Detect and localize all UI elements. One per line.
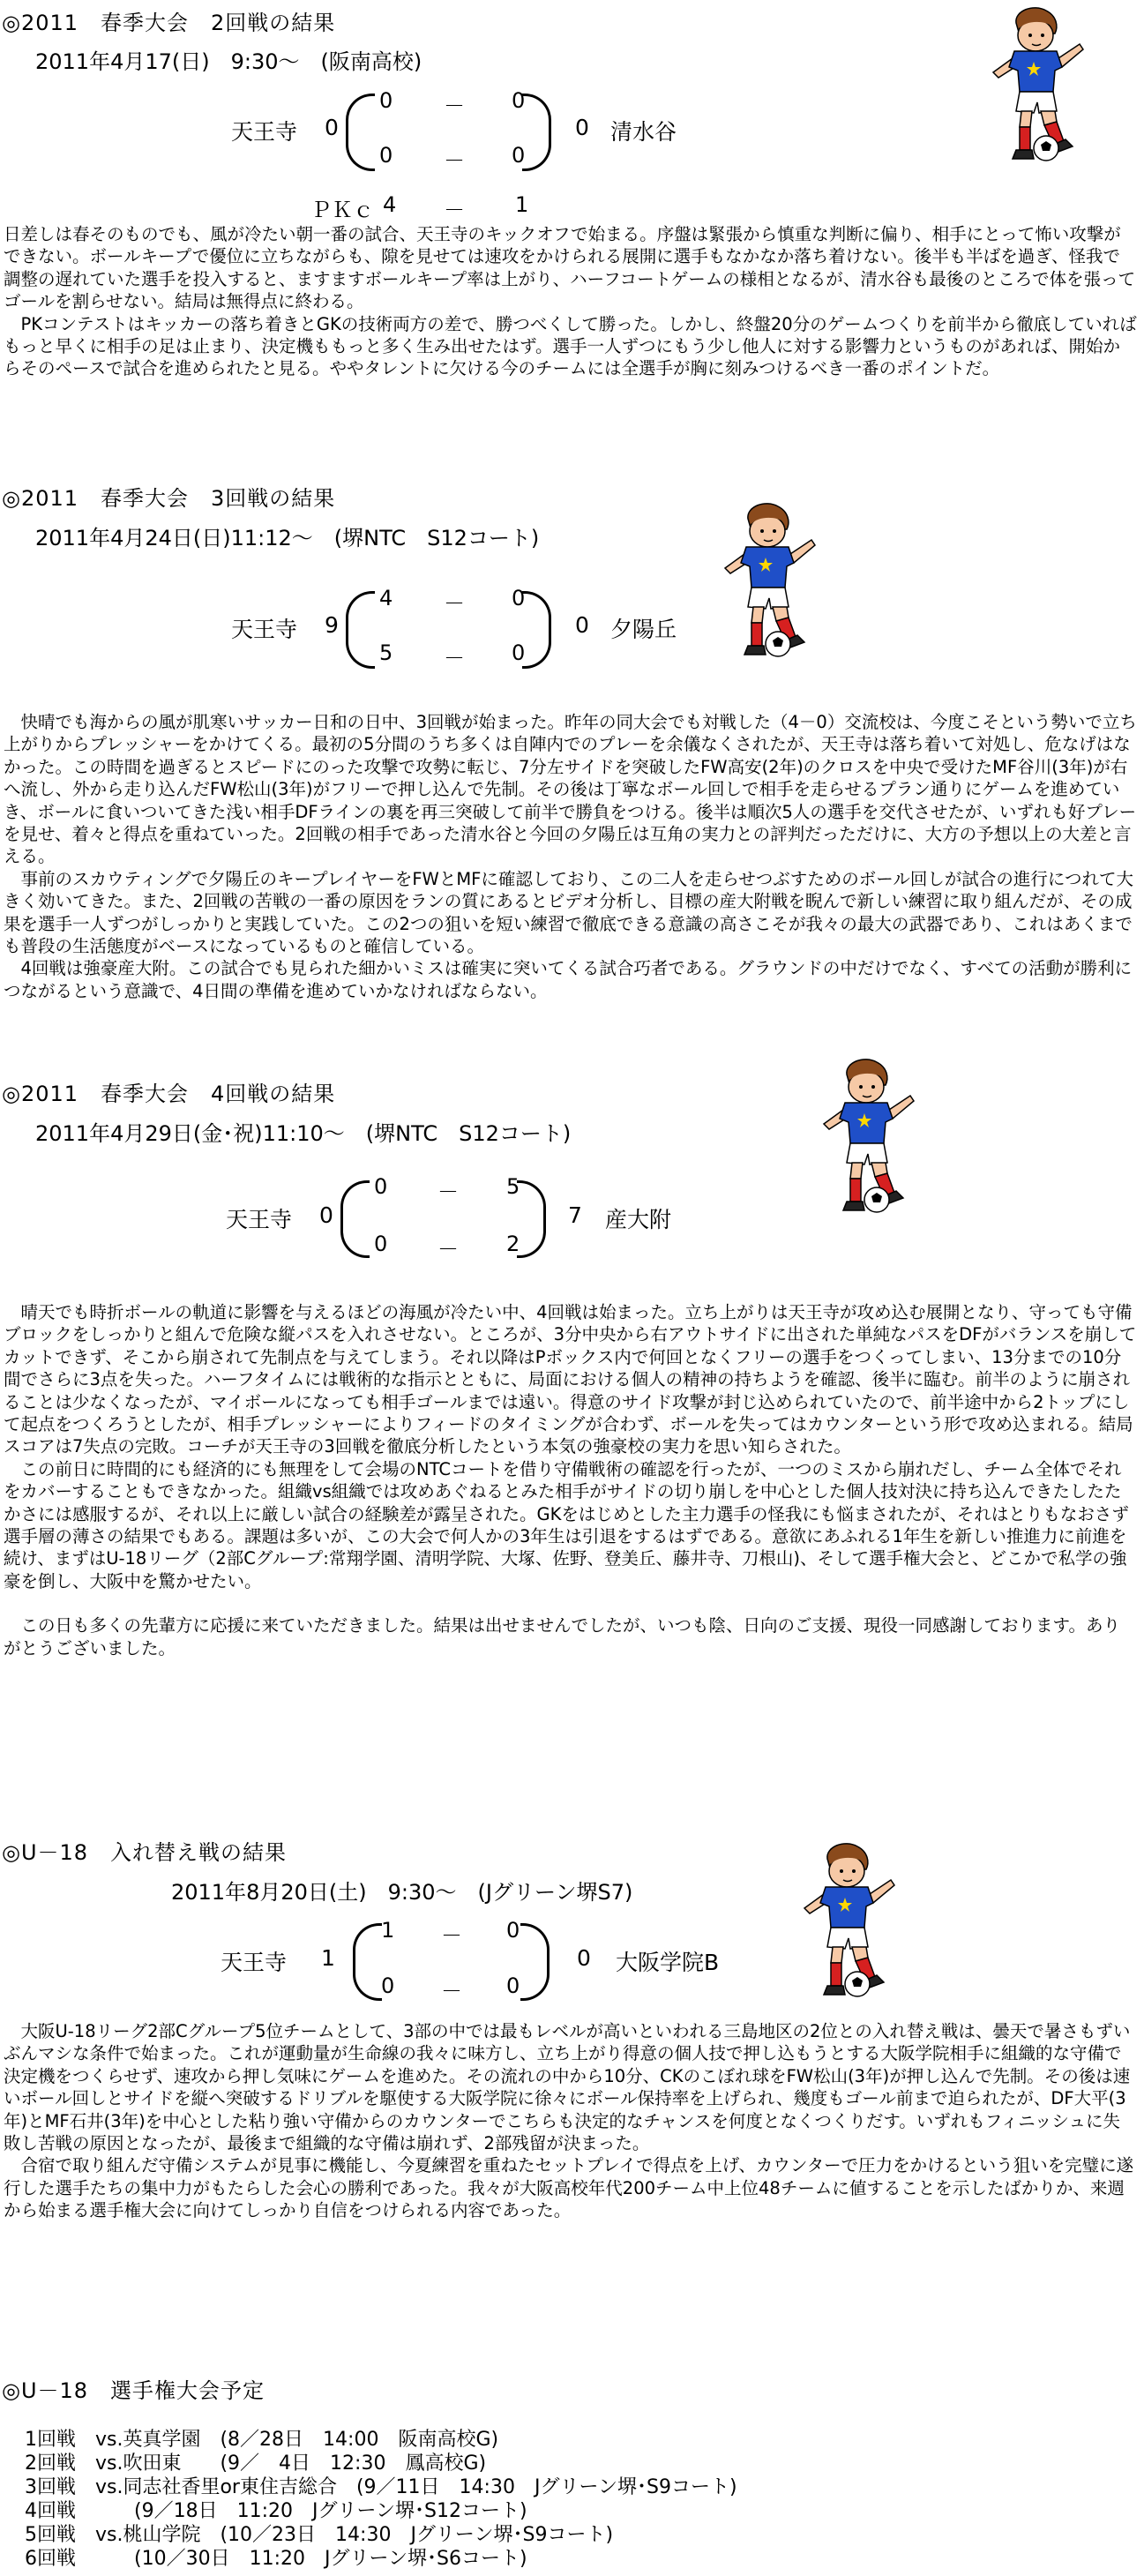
match-report (4, 1301, 1137, 1659)
home-score: 0 (319, 1202, 333, 1228)
schedule-item: 6回戦 (10／30日 11:20 Jグリーン堺･S6コート) (25, 2548, 527, 2570)
first-half-sep: － (444, 591, 465, 616)
first-half-sep: － (437, 1179, 459, 1204)
match-report (4, 711, 1137, 1002)
first-half-away: 5 (506, 1174, 520, 1199)
second-half-away: 2 (506, 1232, 520, 1256)
report-paragraph: 4回戦は強豪産大附。この試合でも見られた細かいミスは確実に突いてくる試合巧者である。グラウンドの中だけでなく、すべての活動が勝利につながるという意識で、4日間の準備を進めていかなければならない。 (4, 958, 1133, 1001)
section-title: ◎U－18 入れ替え戦の結果 (2, 1840, 288, 1865)
section-title: ◎2011 春季大会 3回戦の結果 (2, 486, 336, 511)
match-report (4, 2020, 1137, 2222)
home-score: 1 (321, 1945, 335, 1971)
second-half-away: 0 (512, 143, 526, 168)
schedule-title: ◎U－18 選手権大会予定 (2, 2378, 265, 2403)
report-paragraph: 合宿で取り組んだ守備システムが見事に機能し、今夏練習を重ねたセットプレイで得点を上げ、カウンターで圧力をかけるという狙いを完璧に遂行した選手たちの集中力がもたらした会心の勝利であった。我々が大阪高校年代200チーム中上位48チームに値することを示したばかりか、来週から始まる選手権大会に向けてしっかり自信をつけられる内容であった。 (4, 2155, 1134, 2221)
away-team: 大阪学院B (616, 1950, 720, 1975)
report-paragraph: PKコンテストはキッカーの落ち着きとGKの技術両方の差で、勝つべくして勝った。しかし、終盤20分のゲームつくりを前半から徹底していればもっと早くに相手の足は止まり、決定機ももっと多く生み出せたはず。選手一人ずつにもう少し他人に対する影響力というものがあれば、開始からそのペースで試合を進められたと見る。ややタレントに欠ける今のチームには全選手が胸に刻みつけるべき一番のポイントだ。 (4, 313, 1137, 379)
first-half-home: 4 (379, 586, 393, 610)
second-half-home: 0 (374, 1232, 388, 1256)
home-score: 0 (325, 115, 339, 140)
pk-home: 4 (383, 192, 397, 217)
soccer-player-icon (811, 1055, 926, 1218)
second-half-sep: － (444, 148, 465, 173)
score-bracket-right (522, 94, 551, 171)
report-paragraph: 事前のスカウティングで夕陽丘のキープレイヤーをFWとMFに確認しており、この二人を走らせつぶすためのボール回しが試合の進行につれて大きく効いてきた。また、2回戦の苦戦の一番の原因をランの質にあるとビデオ分析し、目標の産大附戦を睨んで新しい練習に取り組んだが、その成果を選手一人ずつがしっかりと実践していた。この2つの狙いを短い練習で徹底できる意識の高さこそが我々の最大の武器であり、これはあくまでも普段の生活態度がベースになっているものと確信している。 (4, 868, 1133, 957)
schedule-item: 4回戦 (9／18日 11:20 Jグリーン堺･S12コート) (25, 2500, 527, 2522)
second-half-sep: － (441, 1979, 462, 2003)
schedule-item: 3回戦 vs.同志社香里or東住吉総合 (9／11日 14:30 Jグリーン堺･S9コート) (25, 2476, 737, 2498)
report-paragraph: この前日に時間的にも経済的にも無理をして会場のNTCコートを借り守備戦術の確認を行ったが、一つのミスから崩れだし、チーム全体でそれをカバーすることもできなかった。組織vs組織では攻めあぐねるとみた相手がサイドの切り崩しを中心とした個人技対決に持ち込んできたしたたかさには感服するが、それ以上に厳しい試合の経験差が露呈された。GKをはじめとした主力選手の怪我にも悩まされたが、それはとりもなおさず選手層の薄さの結果でもある。課題は多いが、この大会で何人かの3年生は引退をするはずである。意欲にあふれる1年生を新しい推進力に前進を続け、まずはU-18リーグ（2部Cグループ:常翔学園、清明学院、大塚、佐野、登美丘、藤井寺、刀根山)、そして選手権大会と、どこかで私学の強豪を倒し、大阪中を驚かせたい。 (4, 1458, 1129, 1591)
second-half-sep: － (444, 646, 465, 670)
away-team: 産大附 (605, 1207, 672, 1232)
first-half-away: 0 (506, 1918, 520, 1943)
first-half-away: 0 (512, 586, 526, 610)
pk-sep: － (444, 198, 465, 222)
report-paragraph: この日も多くの先輩方に応援に来ていただきました。結果は出せませんでしたが、いつも陰、日向のご支援、現役一同感謝しております。ありがとうございました。 (4, 1615, 1120, 1659)
soccer-player-icon (792, 1839, 907, 2003)
score-bracket-left (353, 1923, 382, 2001)
soccer-player-icon (981, 4, 1095, 167)
section-title: ◎2011 春季大会 4回戦の結果 (2, 1082, 336, 1106)
match-report (4, 223, 1137, 380)
match-date: 2011年4月29日(金･祝)11:10～ (堺NTC S12コート) (35, 1121, 572, 1146)
schedule-item: 5回戦 vs.桃山学院 (10／23日 14:30 Jグリーン堺･S9コート) (25, 2524, 614, 2546)
score-bracket-right (517, 1180, 546, 1258)
score-bracket-left (346, 591, 375, 669)
away-score: 7 (568, 1202, 582, 1228)
second-half-away: 0 (506, 1973, 520, 1998)
second-half-home: 0 (379, 143, 393, 168)
first-half-away: 0 (512, 88, 526, 113)
schedule-item: 1回戦 vs.英真学園 (8／28日 14:00 阪南高校G) (25, 2429, 499, 2451)
away-team: 夕陽丘 (610, 617, 677, 642)
schedule-item: 2回戦 vs.吹田東 (9／ 4日 12:30 鳳高校G) (25, 2452, 487, 2475)
first-half-sep: － (444, 94, 465, 118)
home-team: 天王寺 (231, 617, 298, 642)
away-team: 清水谷 (610, 119, 677, 145)
score-bracket-left (340, 1180, 370, 1258)
report-paragraph: 大阪U-18リーグ2部Cグループ5位チームとして、3部の中では最もレベルが高いといわれる三島地区の2位との入れ替え戦は、曇天で暑さもずいぶんマシな条件で始まった。これが運動量が生命線の我々に味方し、立ち上がり得意の個人技で押し込もうとする大阪学院相手に組織的な守備で決定機をつくらせず、速攻から押し気味にゲームを進めた。その流れの中から10分、CKのこぼれ球をFW松山(3年)が押し込んで先制。その後は速いボール回しとサイドを縦へ突破するドリブルを駆使する大阪学院に徐々にボール保持率を上げられ、幾度もゴール前まで迫られたが、DF大平(3年)とMF石井(3年)を中心とした粘り強い守備からのカウンターでこちらも決定的なチャンスを何度となくつくりだす。いずれもフィニッシュに失敗し苦戦の原因となったが、最後まで組織的な守備は崩れず、2部残留が決まった。 (4, 2021, 1131, 2154)
away-score: 0 (575, 115, 589, 140)
match-date: 2011年8月20日(土) 9:30～ (Jグリーン堺S7) (171, 1880, 633, 1905)
match-date: 2011年4月17(日) 9:30～ (阪南高校) (35, 49, 422, 74)
home-team: 天王寺 (226, 1207, 293, 1232)
away-score: 0 (575, 612, 589, 638)
report-paragraph: 晴天でも時折ボールの軌道に影響を与えるほどの海風が冷たい中、4回戦は始まった。立ち上がりは天王寺が攻め込む展開となり、守っても守備ブロックをしっかりと組んで危険な縦パスを入れさせない。ところが、3分中央から右アウトサイドに出された単純なパスをDFがバランスを崩してカットできず、そこから崩されて先制点を与えてしまう。それ以降はPボックス内で何回となくフリーの選手をつくってしまい、13分までの10分間でさらに3点を失った。ハーフタイムには戦術的な指示とともに、局面における個人の精神の持ちようを確認、後半に臨む。前半のように崩されることは少なくなったが、マイボールになっても相手ゴールまでは遠い。得意のサイド攻撃が封じ込められていたので、前半途中から2トップにして起点をつくろうとしたが、相手プレッシャーによりフィードのタイミングが合わず、ボールを失ってはカウンターという形で攻め込まれる。結局スコアは7失点の完敗。コーチが天王寺の3回戦を徹底分析したという本気の強豪校の実力を思い知らされた。 (4, 1302, 1137, 1457)
soccer-player-icon (713, 499, 827, 663)
first-half-home: 1 (381, 1918, 395, 1943)
second-half-home: 0 (381, 1973, 395, 1998)
home-team: 天王寺 (231, 119, 298, 145)
second-half-away: 0 (512, 640, 526, 665)
pk-label: ＰＫｃ (310, 198, 374, 222)
report-paragraph: 日差しは春そのものでも、風が冷たい朝一番の試合、天王寺のキックオフで始まる。序盤は緊張から慎重な判断に偏り、相手にとって怖い攻撃ができない。ボールキープで優位に立ちながらも、隙を見せては速攻をかけられる展開に選手もなかなか落ち着けない。後半も半ばを過ぎ、怪我で調整の遅れていた選手を投入すると、ますますボールキープ率は上がり、ハーフコートゲームの様相となるが、清水谷も最後のところで体を張ってゴールを割らせない。結局は無得点に終わる。 (4, 224, 1136, 312)
second-half-home: 5 (379, 640, 393, 665)
report-paragraph (4, 1592, 1137, 1614)
away-score: 0 (577, 1945, 591, 1971)
score-bracket-right (520, 1923, 550, 2001)
home-score: 9 (325, 612, 339, 638)
match-date: 2011年4月24日(日)11:12～ (堺NTC S12コート) (35, 526, 540, 550)
first-half-home: 0 (374, 1174, 388, 1199)
score-bracket-right (522, 591, 551, 669)
first-half-sep: － (441, 1923, 462, 1948)
report-paragraph: 快晴でも海からの風が肌寒いサッカー日和の日中、3回戦が始まった。昨年の同大会でも対戦した（4－0）交流校は、今度こそという勢いで立ち上がりからプレッシャーをかけてくる。最初の5分間のうち多くは自陣内でのプレーを余儀なくされたが、天王寺は落ち着いて対処し、危なげはなかった。この時間を過ぎるとスピードにのった攻撃で攻勢に転じ、7分左サイドを突破したFW高安(2年)のクロスを中央で受けたMF谷川(3年)が右へ流し、外から走り込んだFW松山(3年)がフリーで押し込んで先制。その後は丁寧なボール回しで相手を走らせるプラン通りにゲームを進めていき、ボールに食いついてきた浅い相手DFラインの裏を再三突破して前半で勝負をつける。後半は順次5人の選手を交代させたが、いずれも好プレーを見せ、着々と得点を重ねていった。2回戦の相手であった清水谷と今回の夕陽丘は互角の実力との評判だっただけに、大方の予想以上の大差と言える。 (4, 712, 1137, 867)
first-half-home: 0 (379, 88, 393, 113)
score-bracket-left (346, 94, 375, 171)
second-half-sep: － (437, 1237, 459, 1262)
home-team: 天王寺 (221, 1950, 288, 1975)
pk-away: 1 (515, 192, 529, 217)
section-title: ◎2011 春季大会 2回戦の結果 (2, 11, 336, 35)
